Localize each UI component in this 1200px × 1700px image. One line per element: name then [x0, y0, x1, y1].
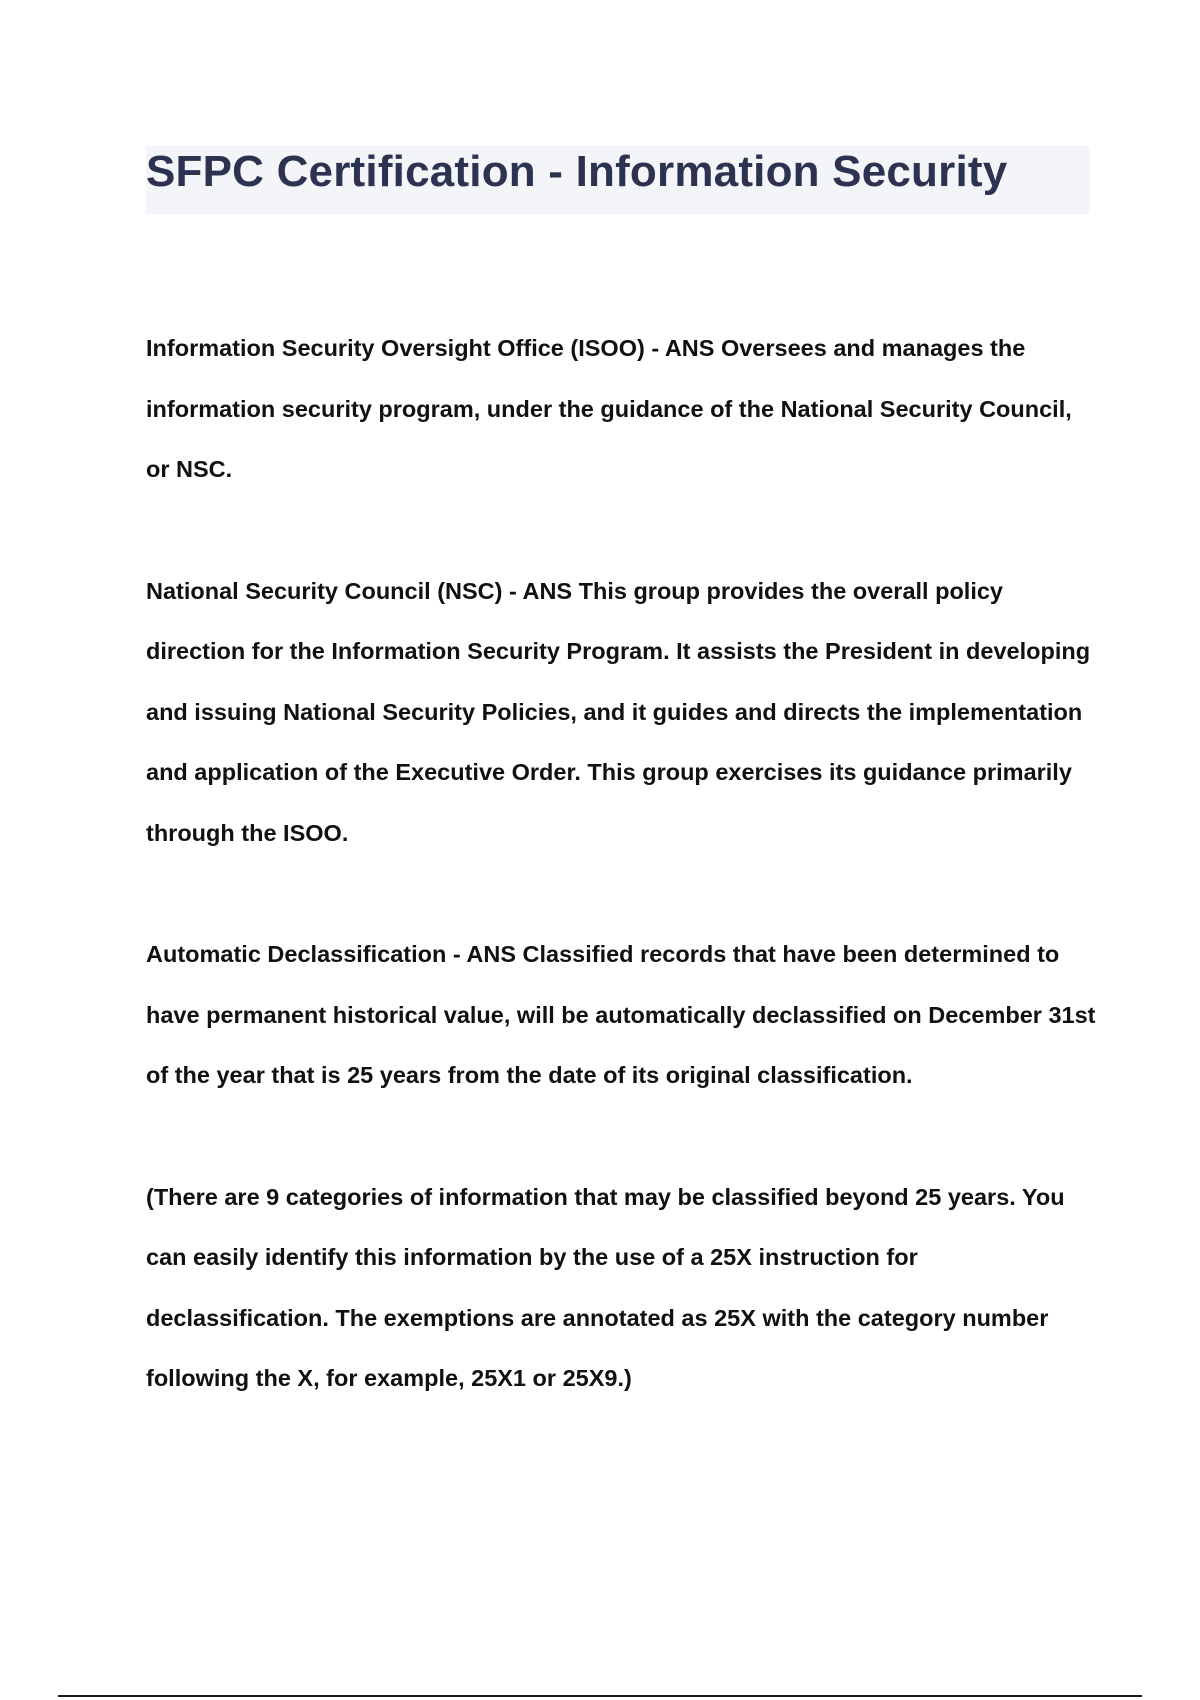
page-bottom-rule — [58, 1695, 1142, 1697]
entries-list — [146, 318, 1096, 1409]
document-title: SFPC Certification - Information Security — [146, 147, 1008, 196]
entry-25x-note: (There are 9 categories of information that may be classified beyond 25 years. You can easily identify this information by the use of a 25X instruction for declassification. The exemptions are annotated as 25X with the category number following the X, for example, 25X1 or 25X9.) — [146, 1183, 1065, 1391]
entry-nsc: National Security Council (NSC) - ANS This group provides the overall policy direction for the Information Security Program. It assists the President in developing and issuing National Security Policies, and it guides and directs the implementation and application of the Executive Order. This group exercises its guidance primarily through the ISOO. — [146, 577, 1091, 846]
entry-automatic-declassification: Automatic Declassification - ANS Classified records that have been determined to have permanent historical value, will be automatically declassified on December 31st of the year that is 25 years from the date of its original classification. — [146, 941, 1096, 1088]
entry-isoo: Information Security Oversight Office (ISOO) - ANS Oversees and manages the information security program, under the guidance of the National Security Council, or NSC. — [146, 335, 1072, 482]
